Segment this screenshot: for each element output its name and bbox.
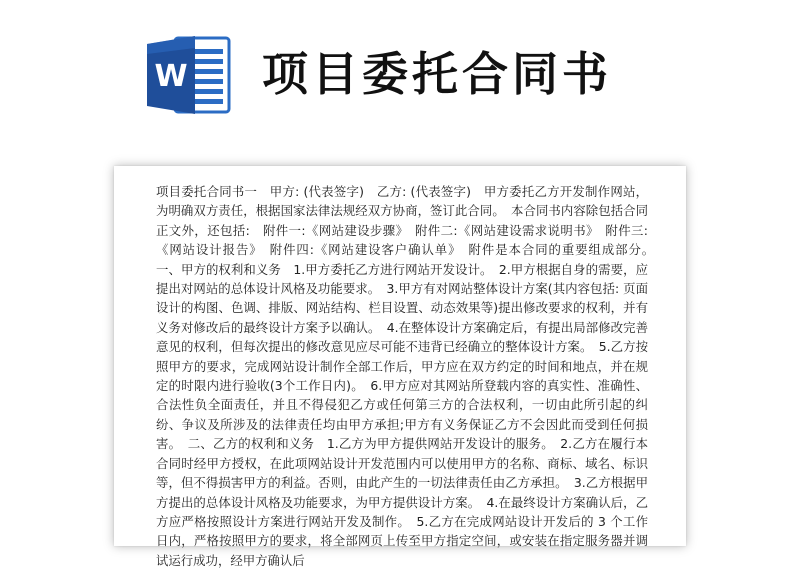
document-page [114, 166, 686, 568]
document-body-text: 项目委托合同书一 甲方: (代表签字) 乙方: (代表签字) 甲方委托乙方开发制作网站，为明确双方责任，根据国家法律法规经双方协商，签订此合同。 本合同书内容除包括合同正文外，还包括: 附件一:《网站建设步骤》 附件二:《网站建设需求说明书》 附件三:《网站设计报告》 附件四:《网站建设客户确认单》 附件是本合同的重要组成部分。 一、甲方的权利和义务 1.甲方委托乙方进行网站开发设计。 2.甲方根据自身的需要，应提出对网站的总体设计风格及功能要求。 3.甲方有对网站整体设计方案(其内容包括: 页面设计的构图、色调、排版、网站结构、栏目设置、动态效果等)提出修改要求的权利，并有义务对修改后的最终设计方案予以确认。 4.在整体设计方案确定后，有提出局部修改完善意见的权利，但每次提出的修改意见应尽可能不违背已经确立的整体设计方案。 5.乙方按照甲方的要求，完成网站设计制作全部工作后，甲方应在双方约定的时间和地点，并在规定的时限内进行验收(3个工作日内)。 6.甲方应对其网站所登载内容的真实性、准确性、合法性负全面责任，并且不得侵犯乙方或任何第三方的合法权利，一切由此所引起的纠纷、争议及所涉及的法律责任均由甲方承担;甲方有义务保证乙方不会因此而受到任何损害。 二、乙方的权利和义务 1.乙方为甲方提供网站开发设计的服务。 2.乙方在履行本合同时经甲方授权，在此项网站设计开发范围内可以使用甲方的名称、商标、域名、标识等，但不得损害甲方的利益。否则，由此产生的一切法律责任由乙方承担。 3.乙方根据甲方提出的总体设计风格及功能要求，为甲方提供设计方案。 4.在最终设计方案确认后，乙方应严格按照设计方案进行网站开发及制作。 5.乙方在完成网站设计开发后的 3 个工作日内，严格按照甲方的要求，将全部网页上传至甲方指定空间，或安装在指定服务器并调试运行成功，经甲方确认后 [156, 184, 661, 568]
page-header [0, 0, 800, 160]
word-icon-letter: W [154, 59, 188, 94]
word-document-icon [147, 34, 233, 116]
document-title: 项目委托合同书 [262, 47, 612, 101]
